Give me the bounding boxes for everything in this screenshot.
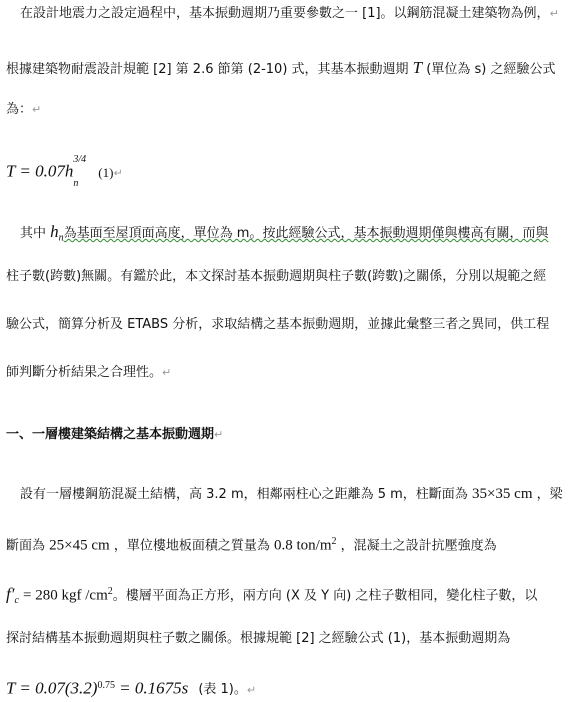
- equation-label: (1): [98, 164, 114, 180]
- para1-line1: 在設計地震力之設定過程中，基本振動週期乃重要參數之一 [1]。以鋼筋混凝土建築物為例，↵: [20, 6, 559, 21]
- variable-T: T: [412, 58, 423, 77]
- para2-line3: 驗公式，簡算分析及 ETABS 分析，求取結構之基本振動週期，並據此彙整三者之異同，供工程: [6, 317, 550, 332]
- equation-1: T = 0.07h n $^{3/4}$ (1)↵: [6, 154, 123, 189]
- para1-line3: 為：↵: [6, 102, 42, 117]
- para3-line3: $f'_c = 280$ kgf $/cm^2$。樓層平面為正方形，兩方向 (X 及 Y 向) 之柱子數相同，變化柱子數，以: [6, 584, 538, 606]
- equation-2: $T = 0.07(3.2)^{0.75} = 0.1675s$ (表 1)。↵: [6, 678, 257, 698]
- para3-line4: 探討結構基本振動週期與柱子數之關係。根據規範 [2] 之經驗公式 (1)，基本振動週期為: [6, 631, 511, 646]
- para3-line1: 設有一層樓鋼筋混凝土結構，高 3.2 m，相鄰兩柱心之距離為 5 m，柱斷面為 35×35 cm ，梁: [20, 486, 563, 502]
- paragraph-mark: ↵: [549, 7, 559, 20]
- para2-line1: 其中 $h_n$為基面至屋頂面高度，單位為 m。按此經驗公式，基本振動週期僅與樓高有關，而與: [20, 222, 549, 244]
- section-heading: 一、一層樓建築結構之基本振動週期↵: [6, 427, 224, 442]
- para3-line2: 斷面為 25×45 cm ，單位樓地板面積之質量為 0.8 ton/$m^2$ ，混凝土之設計抗壓強度為: [6, 536, 497, 554]
- para1-line2: 根據建築物耐震設計規範 [2] 第 2.6 節第 (2-10) 式，其基本振動週期 T (單位為 s) 之經驗公式: [6, 58, 556, 77]
- table-reference: (表 1)。: [198, 682, 247, 698]
- para2-line4: 師判斷分析結果之合理性。↵: [6, 365, 172, 380]
- para2-line2: 柱子數(跨數)無關。有鑑於此，本文探討基本振動週期與柱子數(跨數)之關係，分別以規範之經: [6, 269, 547, 284]
